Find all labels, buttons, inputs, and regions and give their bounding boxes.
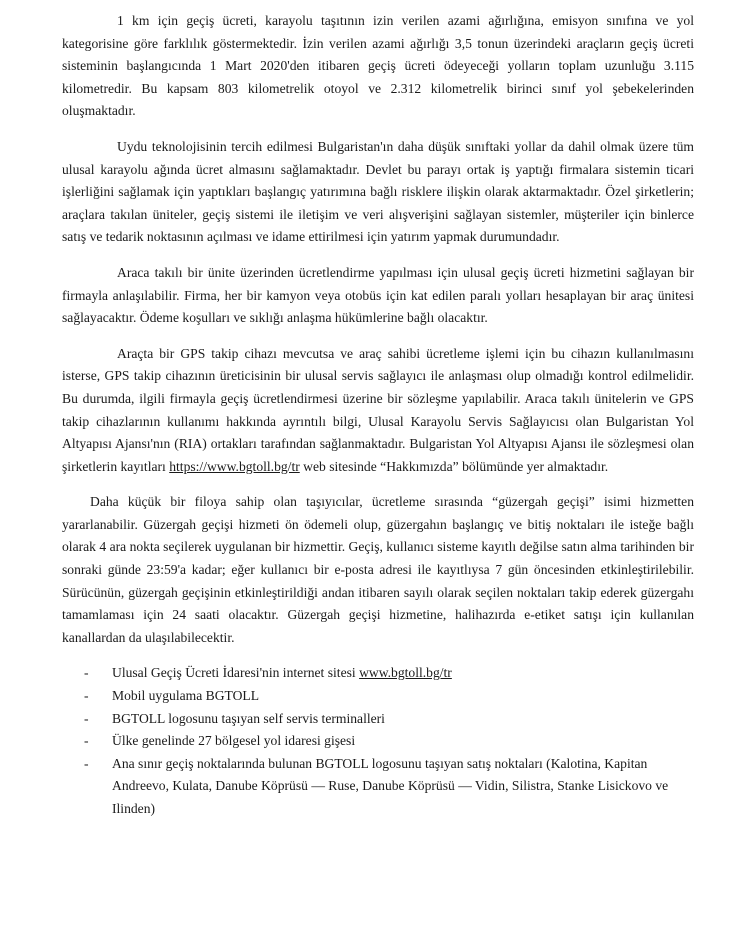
bullet-dash: - — [84, 755, 89, 771]
paragraph-toll-fee-categories — [62, 10, 694, 123]
paragraph-text: Araçta bir GPS takip cihazı mevcutsa ve araç sahibi ücretleme işlemi için bu cihazın kullanılmasını isterse, GPS takip cihazının üreticisinin bir ulusal servis sağlayıcı ile anlaşması olup olmadığı kontrol edilmelidir. Bu durumda, ilgili firmayla geçiş ücretlendirmesi üzerine bir sözleşme yapılabilir. Araca takılı ünitelerin ve GPS takip cihazlarının kullanımı hakkında ayrıntılı bilgi, Ulusal Karayolu Servis Sağlayıcısı olan Bulgaristan Yol Altyapısı Ajansı'nın (RIA) ortakları tarafından sağlanmaktadır. Bulgaristan Yol Altyapısı Ajansı ile sözleşmesi olan şirketlerin kayıtları — [62, 345, 694, 474]
paragraph-satellite-technology — [62, 136, 694, 249]
list-item-text: Ana sınır geçiş noktalarında bulunan BGTOLL logosunu taşıyan satış noktaları (Kalotina, Kapitan Andreevo, Kulata, Danube Köprüsü — Ruse, Danube Köprüsü — Vidin, Silistra, Stanke Lisickovo ve Ilinden) — [112, 755, 669, 816]
bgtoll-link[interactable]: https://www.bgtoll.bg/tr — [169, 458, 300, 474]
paragraph-text: Uydu teknolojisinin tercih edilmesi Bulgaristan'ın daha düşük sınıftaki yollar da dahil olmak üzere tüm ulusal karayolu ağında ücret almasını sağlamaktadır. Devlet bu parayı ortak iş yaptığı firmalara sistemin ticari işlerliğini sağlamak için yaptıkları başlangıç yatırımına bağlı risklere ilişkin olarak aktarmaktadır. Özel şirketlerin; araçlara takılan üniteler, geçiş sistemi ile iletişim ve veri alışverişini sağlayan sistemler, müşteriler için binlerce satış ve tedarik noktasının açılması ve idame ettirilmesi için yatırım yapmak durumundadır. — [62, 138, 694, 245]
list-item — [62, 753, 694, 821]
bullet-dash: - — [84, 665, 89, 681]
paragraph-text: web sitesinde “Hakkımızda” bölümünde yer almaktadır. — [299, 458, 609, 474]
list-item — [62, 708, 694, 731]
paragraph-text: 1 km için geçiş ücreti, karayolu taşıtının izin verilen azami ağırlığına, emisyon sınıfına ve yol kategorisine göre farklılık göstermektedir. İzin verilen azami ağırlığı 3,5 tonun üzerindeki araçların geçiş ücreti sisteminin başlangıcında 1 Mart 2020'den itibaren geçiş ücreti ödeyeceği yolların toplam uzunluğu 3.115 kilometredir. Bu kapsam 803 kilometrelik otoyol ve 2.312 kilometrelik birinci sınıf yol şebekelerinden oluşmaktadır. — [62, 13, 694, 119]
document-page — [62, 10, 694, 821]
list-item-text: Ulusal Geçiş Ücreti İdaresi'nin internet sitesi — [112, 665, 360, 681]
paragraph-gps-tracker — [62, 343, 694, 479]
list-item — [62, 685, 694, 708]
paragraph-text: Daha küçük bir filoya sahip olan taşıyıcılar, ücretleme sırasında “güzergah geçişi” isimi hizmetten yararlanabilir. Güzergah geçişi hizmeti ön ödemeli olup, güzergahın başlangıç ve bitiş noktaları ile isteğe bağlı olarak 4 ara nokta seçilerek uygulanan bir hizmettir. Geçiş, kullanıcı sisteme kayıtlı değilse satın alma tarihinden bir sonraki günde 23:59'a kadar; eğer kullanıcı bir e-posta adresi ile kayıtlıysa 7 gün öncesinden etkinleştirilebilir. Sürücünün, güzergah geçişinin etkinleştirildiği andan itibaren sayılı olarak seçilen noktaları takip ederek güzergahı tamamlaması için 24 saati olacaktır. Güzergah geçişi hizmetine, halihazırda e-etiket satışı için kullanılan kanallardan da ulaşılabilecektir. — [62, 494, 694, 645]
list-item-text: Ülke genelinde 27 bölgesel yol idaresi gişesi — [112, 733, 356, 749]
bullet-dash: - — [84, 688, 89, 704]
paragraph-onboard-unit — [62, 262, 694, 330]
list-item-text: BGTOLL logosunu taşıyan self servis terminalleri — [112, 710, 385, 726]
list-item-text: Mobil uygulama BGTOLL — [112, 688, 260, 704]
list-item — [62, 730, 694, 753]
paragraph-route-pass — [62, 491, 694, 649]
bullet-dash: - — [84, 733, 89, 749]
paragraph-text: Araca takılı bir ünite üzerinden ücretlendirme yapılması için ulusal geçiş ücreti hizmetini sağlayan bir firmayla anlaşılabilir. Firma, her bir kamyon veya otobüs için kat edilen paralı yolları hesaplayan bir araç ünitesi sağlayacaktır. Ödeme koşulları ve sıklığı anlaşma hükümlerine bağlı olacaktır. — [62, 264, 694, 326]
bullet-dash: - — [84, 710, 89, 726]
bgtoll-website-link[interactable]: www.bgtoll.bg/tr — [359, 665, 452, 681]
sales-channels-list — [62, 662, 694, 820]
list-item — [62, 662, 694, 685]
